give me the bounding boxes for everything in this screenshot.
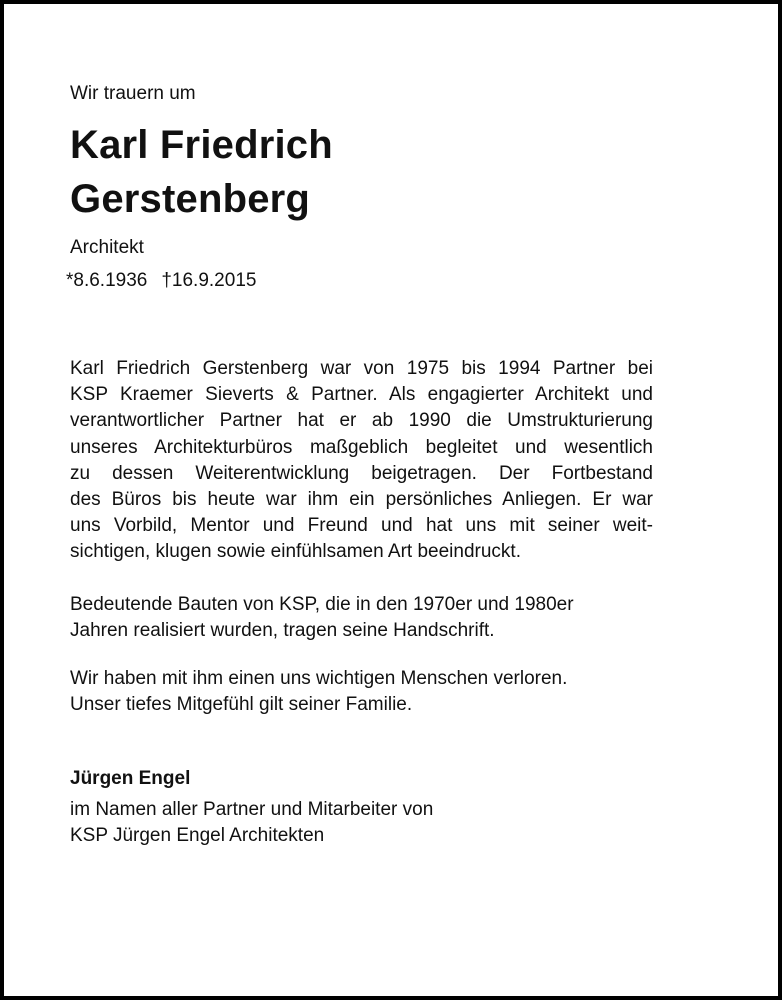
paragraph-line: sichtigen, klugen sowie einfühlsamen Art beeindruckt. <box>70 541 521 563</box>
intro-text: Wir trauern um <box>70 83 196 104</box>
paragraph-line: Jahren realisiert wurden, tragen seine Handschrift. <box>70 620 495 642</box>
paragraph-line: verantwortlicher Partner hat er ab 1990 die Umstrukturierung <box>70 410 653 432</box>
paragraph-line: Unser tiefes Mitgefühl gilt seiner Familie. <box>70 694 413 716</box>
paragraph-buildings <box>70 592 574 644</box>
paragraph-condolence <box>70 666 567 718</box>
deceased-first-name: Karl Friedrich <box>70 123 333 167</box>
signatory-affiliation <box>70 797 433 849</box>
paragraph-line: unseres Architekturbüros maßgeblich begleitet und wesentlich <box>70 436 653 458</box>
profession: Architekt <box>70 237 144 258</box>
paragraph-line: Bedeutende Bauten von KSP, die in den 1970er und 1980er <box>70 594 574 615</box>
deceased-last-name: Gerstenberg <box>70 177 311 221</box>
death-date: †16.9.2015 <box>161 270 257 291</box>
paragraph-line: des Büros bis heute war ihm ein persönliches Anliegen. Er war <box>70 489 653 511</box>
life-dates <box>66 270 256 292</box>
signature-line: KSP Jürgen Engel Architekten <box>70 825 325 846</box>
paragraph-line: KSP Kraemer Sieverts & Partner. Als engagierter Architekt und <box>70 384 653 406</box>
paragraph-line: Karl Friedrich Gerstenberg war von 1975 bis 1994 Partner bei <box>70 358 653 379</box>
paragraph-line: zu dessen Weiterentwicklung beigetragen. Der Fortbestand <box>70 462 653 484</box>
signatory-name: Jürgen Engel <box>70 768 191 789</box>
paragraph-line: Wir haben mit ihm einen uns wichtigen Menschen verloren. <box>70 668 568 689</box>
birth-date: *8.6.1936 <box>66 270 148 291</box>
signature-line: im Namen aller Partner und Mitarbeiter von <box>70 799 434 820</box>
paragraph-line: uns Vorbild, Mentor und Freund und hat uns mit seiner weit- <box>70 515 653 537</box>
paragraph-tribute <box>70 356 653 566</box>
